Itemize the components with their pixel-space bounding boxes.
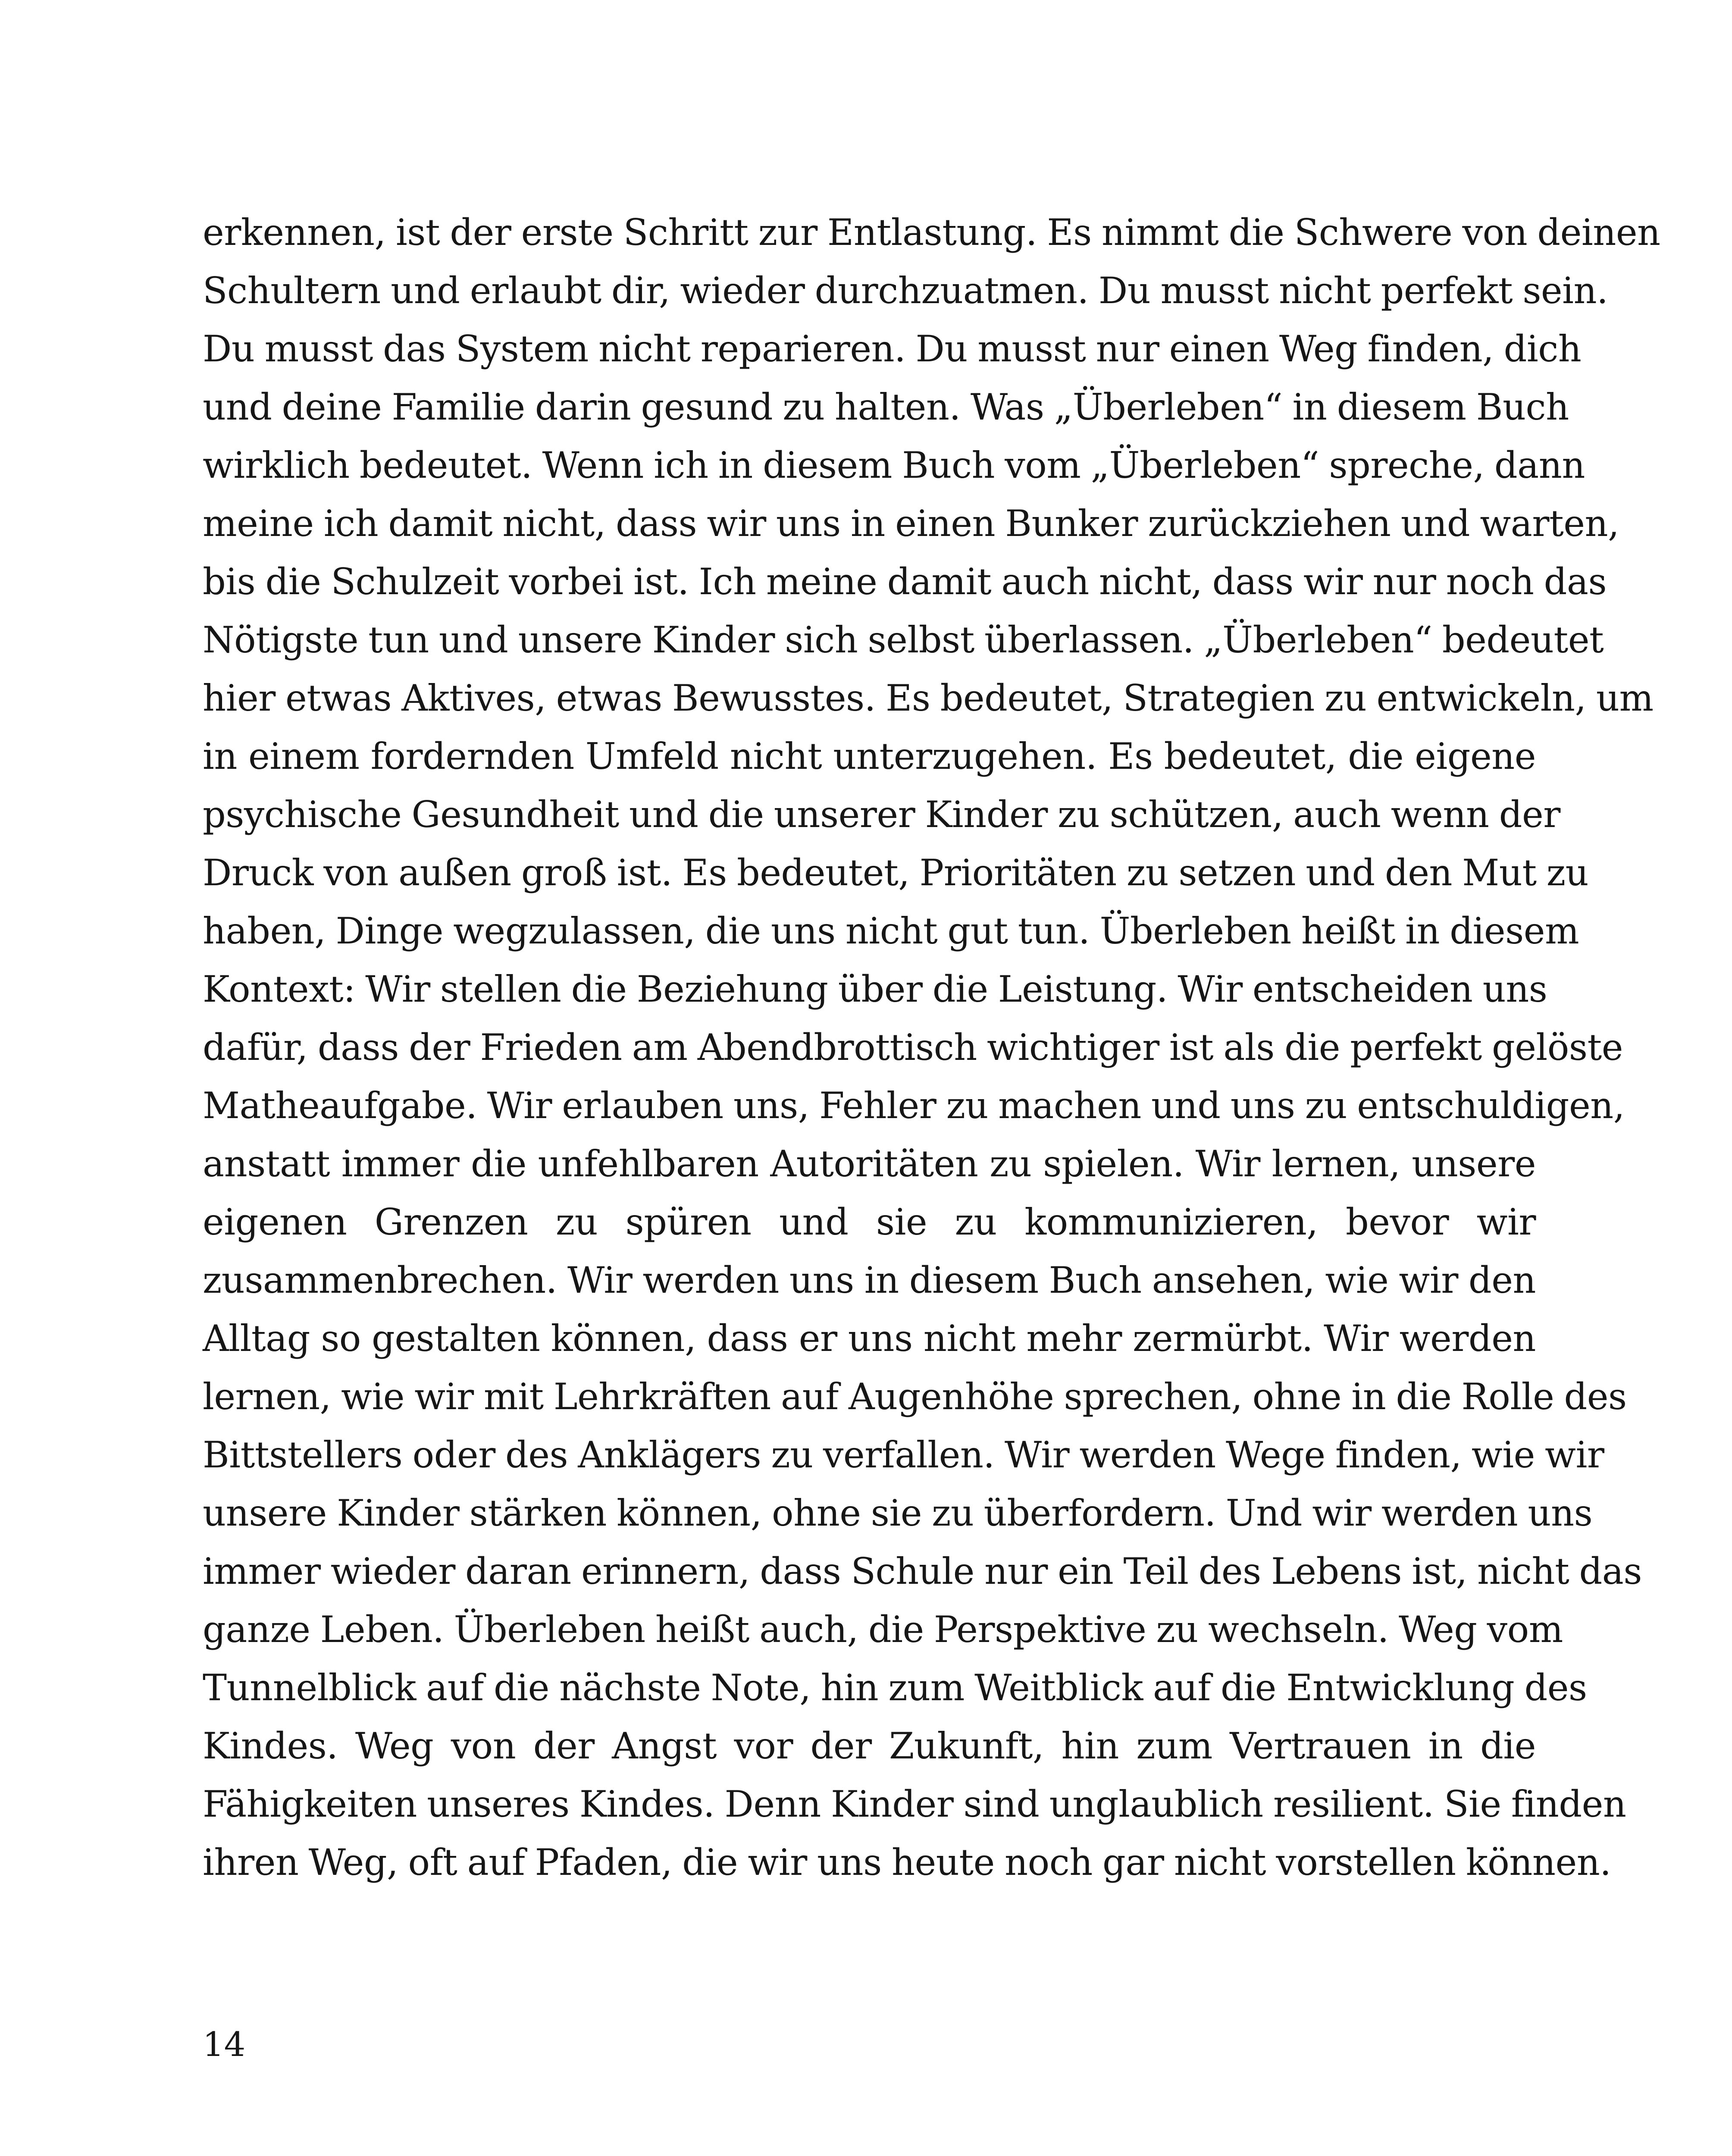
text-line: ihren Weg, oft auf Pfaden, die wir uns heute noch gar nicht vorstellen können. [203,1841,1611,1883]
text-line: Alltag so gestalten können, dass er uns nicht mehr zermürbt. Wir werden [203,1317,1536,1360]
text-line: Druck von außen groß ist. Es bedeutet, Prioritäten zu setzen und den Mut zu [203,852,1589,894]
text-line: erkennen, ist der erste Schritt zur Entlastung. Es nimmt die Schwere von deinen [203,211,1660,254]
text-line: immer wieder daran erinnern, dass Schule nur ein Teil des Lebens ist, nicht das [203,1550,1642,1592]
text-line: zusammenbrechen. Wir werden uns in diesem Buch ansehen, wie wir den [203,1259,1536,1301]
text-line: Matheaufgabe. Wir erlauben uns, Fehler zu machen und uns zu entschuldigen, [203,1084,1625,1127]
text-line: Bittstellers oder des Anklägers zu verfallen. Wir werden Wege finden, wie wir [203,1434,1604,1476]
text-line: eigenen Grenzen zu spüren und sie zu kommunizieren, bevor wir [203,1201,1536,1243]
text-line: bis die Schulzeit vorbei ist. Ich meine damit auch nicht, dass wir nur noch das [203,561,1607,603]
body-text [203,204,1660,1892]
text-line: Nötigste tun und unsere Kinder sich selbst überlassen. „Überleben“ bedeutet [203,619,1604,661]
text-line: meine ich damit nicht, dass wir uns in einen Bunker zurückziehen und warten, [203,502,1619,545]
text-line: anstatt immer die unfehlbaren Autoritäten zu spielen. Wir lernen, unsere [203,1143,1536,1185]
text-line: wirklich bedeutet. Wenn ich in diesem Buch vom „Überleben“ spreche, dann [203,444,1585,486]
text-line: Du musst das System nicht reparieren. Du musst nur einen Weg finden, dich [203,328,1582,370]
text-line: haben, Dinge wegzulassen, die uns nicht gut tun. Überleben heißt in diesem [203,910,1579,952]
text-line: in einem fordernden Umfeld nicht unterzugehen. Es bedeutet, die eigene [203,735,1536,777]
text-line: Kontext: Wir stellen die Beziehung über die Leistung. Wir entscheiden uns [203,968,1547,1010]
text-line: lernen, wie wir mit Lehrkräften auf Augenhöhe sprechen, ohne in die Rolle des [203,1376,1627,1418]
text-line: psychische Gesundheit und die unserer Kinder zu schützen, auch wenn der [203,793,1560,836]
text-line: dafür, dass der Frieden am Abendbrottisch wichtiger ist als die perfekt gelöste [203,1026,1623,1069]
text-line: Tunnelblick auf die nächste Note, hin zum Weitblick auf die Entwicklung des [203,1667,1587,1709]
text-line: ganze Leben. Überleben heißt auch, die Perspektive zu wechseln. Weg vom [203,1608,1563,1651]
text-line: unsere Kinder stärken können, ohne sie zu überfordern. Und wir werden uns [203,1492,1593,1534]
text-line: Kindes. Weg von der Angst vor der Zukunft, hin zum Vertrauen in die [203,1725,1536,1767]
text-line: Fähigkeiten unseres Kindes. Denn Kinder sind unglaublich resilient. Sie finden [203,1783,1626,1825]
text-line: hier etwas Aktives, etwas Bewusstes. Es bedeutet, Strategien zu entwickeln, um [203,677,1654,719]
page-number: 14 [203,2025,246,2064]
text-line: und deine Familie darin gesund zu halten. Was „Überleben“ in diesem Buch [203,386,1569,428]
text-line: Schultern und erlaubt dir, wieder durchzuatmen. Du musst nicht perfekt sein. [203,270,1608,312]
